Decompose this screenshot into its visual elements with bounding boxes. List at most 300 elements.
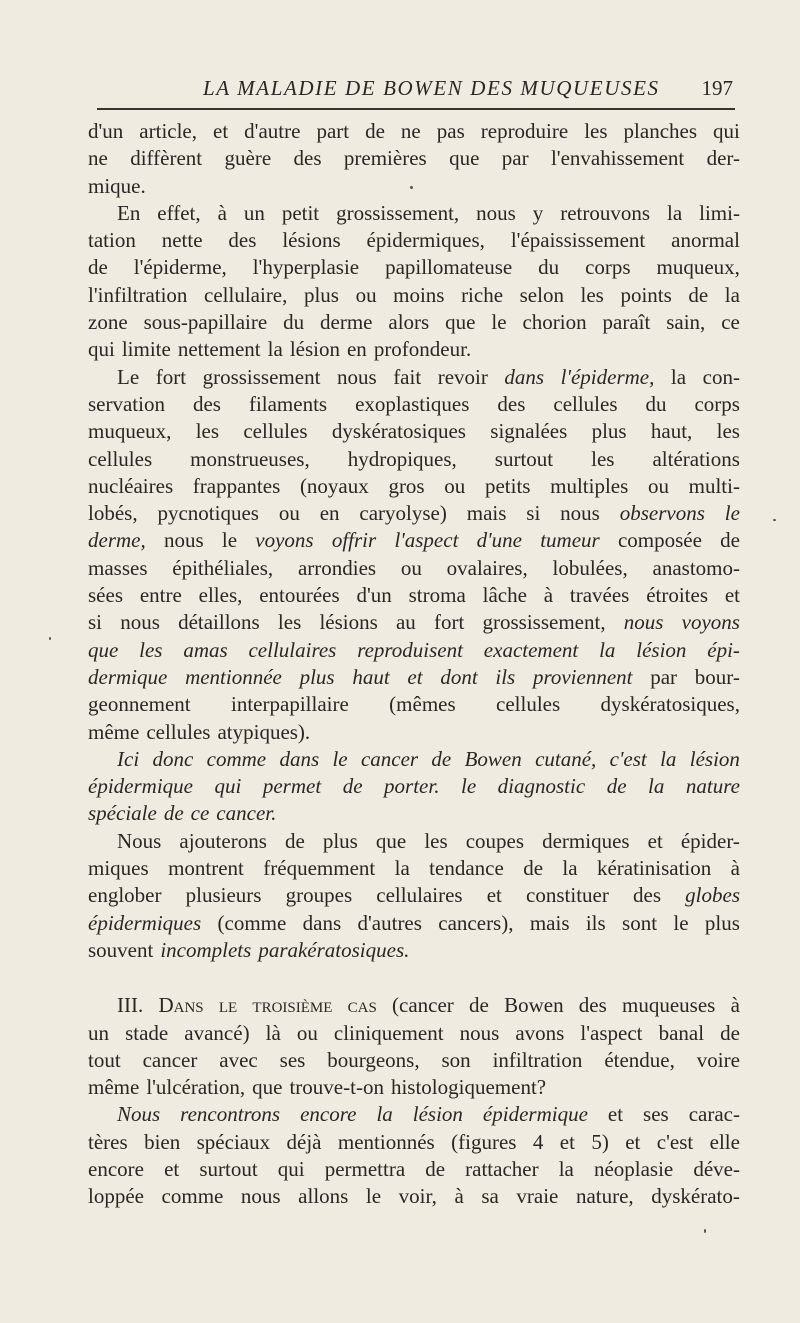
word: grossissement, <box>482 610 606 635</box>
word: caryolyse) <box>359 501 447 526</box>
word: plus <box>591 419 627 444</box>
word: l'épiderme, <box>133 255 227 280</box>
word: la <box>267 337 283 362</box>
word: nous <box>120 610 160 635</box>
word: multiples <box>550 473 629 498</box>
word: montrent <box>168 856 244 881</box>
word: encore <box>300 1102 357 1127</box>
word: la <box>376 1102 393 1127</box>
word: la <box>558 1156 574 1181</box>
word: geonnement <box>88 692 191 717</box>
word: même <box>88 719 140 744</box>
word: son <box>441 1047 471 1072</box>
word: qui <box>214 774 242 799</box>
word: que <box>88 637 119 662</box>
word: de <box>523 856 544 881</box>
word: reproduire <box>480 119 569 143</box>
word: l'envahissement <box>550 146 685 171</box>
word: là <box>265 1020 281 1045</box>
paper-speck <box>49 637 51 640</box>
word: cancer <box>360 746 419 771</box>
word: les <box>584 119 608 143</box>
word: voire <box>696 1047 740 1072</box>
word: que <box>445 310 476 335</box>
word: épidermiques, <box>366 228 485 253</box>
word: Bowen <box>504 993 564 1018</box>
text-line <box>88 1156 740 1183</box>
word: 5) <box>591 1129 609 1154</box>
word: que <box>252 1075 283 1100</box>
text-line <box>88 118 740 145</box>
word: grossissement <box>202 364 321 389</box>
word: spéciale <box>88 801 157 826</box>
word: les <box>195 419 220 444</box>
word: moins <box>393 282 445 307</box>
word: l'hyperplasie <box>252 255 360 280</box>
word: tendance <box>429 856 504 881</box>
word: permet <box>262 774 322 799</box>
word: que <box>449 146 480 171</box>
word: ovalaires, <box>446 555 528 580</box>
word: et <box>559 1129 575 1154</box>
word: carac- <box>688 1102 740 1127</box>
word: entourées <box>259 583 340 608</box>
text-line <box>88 1047 740 1074</box>
word: tumeur <box>540 528 600 553</box>
word: Nous <box>117 1102 161 1127</box>
paper-speck <box>704 1229 706 1233</box>
word: la <box>648 774 665 799</box>
word: d'un <box>356 583 392 608</box>
word: bour- <box>694 664 740 689</box>
word: revoir <box>437 364 488 389</box>
text-line <box>88 582 740 609</box>
word: ils <box>495 664 516 689</box>
word: papillomateuse <box>385 255 513 280</box>
word: cellules <box>553 391 618 416</box>
word: fort <box>155 364 187 389</box>
word: stade <box>125 1020 169 1045</box>
word: nous <box>240 1184 281 1209</box>
word: cancers), <box>438 910 514 935</box>
word: encore <box>88 1156 144 1181</box>
word: troisième <box>252 993 333 1018</box>
word: nous <box>163 528 204 553</box>
text-line <box>88 200 740 227</box>
word: nette <box>161 228 203 253</box>
word: le <box>673 910 689 935</box>
word: riche <box>461 282 504 307</box>
word: exactement <box>483 637 579 662</box>
word: de <box>163 801 184 826</box>
word: mentionnée <box>185 664 282 689</box>
word: gros <box>388 473 425 498</box>
word: ou <box>647 473 669 498</box>
word: en <box>346 337 367 362</box>
word: mais <box>529 910 570 935</box>
word: épi- <box>707 637 740 662</box>
word: cancer. <box>216 801 277 826</box>
word: alors <box>388 310 430 335</box>
word: multi- <box>688 473 740 498</box>
word: arrondies <box>297 555 377 580</box>
text-line <box>88 145 740 172</box>
word: à <box>730 993 740 1018</box>
word: globes <box>685 883 740 908</box>
word: qui <box>277 1156 305 1181</box>
text-line <box>88 800 740 827</box>
word: de <box>720 1020 740 1045</box>
word: lésions <box>319 610 378 635</box>
word: l'aspect <box>394 528 459 553</box>
word: par <box>650 664 678 689</box>
word: déve- <box>693 1156 740 1181</box>
word: de <box>365 119 385 143</box>
word: le <box>221 528 238 553</box>
word: diagnostic <box>497 774 586 799</box>
word: coupes <box>465 828 525 853</box>
word: altérations <box>652 446 740 471</box>
word: petits <box>484 473 531 498</box>
word: con- <box>702 364 740 389</box>
word: points <box>620 282 672 307</box>
word: un <box>88 1020 109 1045</box>
word: sous-papillaire <box>143 310 268 335</box>
word: avec <box>219 1047 258 1072</box>
word: de <box>425 1156 446 1181</box>
word: lésion <box>289 337 340 362</box>
word: Dans <box>158 993 204 1018</box>
word: rattacher <box>465 1156 539 1181</box>
word: amas <box>183 637 228 662</box>
text-line <box>88 882 740 909</box>
word: le <box>461 774 477 799</box>
word: un <box>243 200 265 225</box>
word: d'un <box>88 119 124 143</box>
word: des <box>497 391 526 416</box>
word: englober <box>88 883 162 908</box>
word: rencontrons <box>180 1102 281 1127</box>
word: ce <box>721 310 740 335</box>
word: fort <box>433 610 465 635</box>
word: dermique <box>88 664 168 689</box>
word: corps <box>694 391 740 416</box>
text-line <box>88 609 740 636</box>
word: lésion <box>689 746 740 771</box>
word: et <box>407 664 423 689</box>
word: et <box>647 828 663 853</box>
word: dermiques <box>542 828 630 853</box>
word: diffèrent <box>130 146 203 171</box>
word: les <box>277 610 302 635</box>
word: hydropiques, <box>347 446 457 471</box>
word: ne <box>88 146 108 171</box>
text-line <box>88 691 740 718</box>
word: entre <box>139 583 182 608</box>
word: pycnotiques <box>157 501 259 526</box>
word: des <box>293 146 322 171</box>
text-line <box>88 637 740 664</box>
text-line <box>88 336 740 363</box>
word: avons <box>515 1020 565 1045</box>
text-line <box>88 500 740 527</box>
word: ajouterons <box>179 828 267 853</box>
word: nature <box>685 774 740 799</box>
word: filaments <box>248 391 328 416</box>
word: sées <box>88 583 123 608</box>
word: trouve-t-on <box>289 1075 384 1100</box>
word: limi- <box>699 200 740 225</box>
word: frappantes <box>192 473 281 498</box>
word: étroites <box>646 583 708 608</box>
body-text <box>88 118 740 1211</box>
word: proviennent <box>532 664 633 689</box>
word: avancé) <box>184 1020 250 1045</box>
word: dans <box>504 364 545 389</box>
word: limite <box>121 337 171 362</box>
word: des <box>192 391 221 416</box>
word: haut, <box>650 419 693 444</box>
text-line <box>88 773 740 800</box>
word: même <box>88 1075 140 1100</box>
word: ou <box>444 473 466 498</box>
word: les <box>139 637 163 662</box>
word: la <box>670 364 687 389</box>
word: épider- <box>680 828 740 853</box>
word: l'aspect <box>580 1020 643 1045</box>
word: ou <box>296 1020 318 1045</box>
text-line <box>88 309 740 336</box>
word: de <box>688 282 709 307</box>
word: et <box>607 1102 624 1127</box>
word: comme <box>161 1184 224 1209</box>
text-line <box>88 1129 740 1156</box>
word: déjà <box>286 1129 322 1154</box>
word: reproduisent <box>357 637 463 662</box>
word: la <box>660 746 677 771</box>
word: dyskérato- <box>651 1184 740 1209</box>
word: dyskératosiques, <box>600 692 740 717</box>
word: le <box>491 310 507 335</box>
word: loppée <box>88 1184 144 1209</box>
word: épidermique <box>88 774 193 799</box>
header-rule <box>97 108 735 110</box>
word: muqueux, <box>88 419 172 444</box>
paper-speck <box>773 519 776 521</box>
word: nous <box>459 1020 500 1045</box>
word: mentionnés <box>337 1129 435 1154</box>
word: et <box>486 883 502 908</box>
word: dyskératosiques <box>331 419 466 444</box>
word: voir, <box>398 1184 437 1209</box>
word: stroma <box>408 583 466 608</box>
word: sa <box>481 1184 499 1209</box>
text-line <box>88 364 740 391</box>
word: d'autre <box>244 119 301 143</box>
word: parakératosiques. <box>258 937 410 962</box>
word: ou <box>355 282 377 307</box>
word: nous <box>476 200 516 225</box>
word: l'épiderme, <box>560 364 655 389</box>
word: monstrueuses, <box>190 446 310 471</box>
word: et <box>625 1129 641 1154</box>
word: l'ulcération, <box>146 1075 246 1100</box>
page-number: 197 <box>701 76 733 100</box>
word: que <box>375 828 407 853</box>
word: incomplets <box>160 937 252 962</box>
word: servation <box>88 391 165 416</box>
word: 4 <box>532 1129 544 1154</box>
word: à <box>543 583 554 608</box>
word: (noyaux <box>299 473 369 498</box>
word: si <box>88 610 103 635</box>
word: retrouvons <box>560 200 651 225</box>
word: muqueuses <box>622 993 716 1018</box>
text-line <box>88 555 740 582</box>
word: détaillons <box>178 610 260 635</box>
word: groupes <box>285 883 353 908</box>
text-line <box>88 855 740 882</box>
word: qui <box>713 119 740 143</box>
word: des <box>578 993 607 1018</box>
word: En <box>117 200 141 225</box>
word: der- <box>706 146 740 171</box>
word: nous <box>623 610 664 635</box>
word: plus <box>322 828 358 853</box>
running-title: LA MALADIE DE BOWEN DES MUQUEUSES <box>203 76 660 100</box>
word: spéciaux <box>196 1129 271 1154</box>
word: corps <box>585 255 631 280</box>
word: de <box>606 774 627 799</box>
word: banal <box>658 1020 705 1045</box>
word: lâche <box>482 583 527 608</box>
word: la <box>394 856 410 881</box>
word: anastomo- <box>652 555 740 580</box>
text-line <box>88 828 740 855</box>
word: la <box>667 200 683 225</box>
word: en <box>319 501 340 526</box>
word: exoplastiques <box>355 391 470 416</box>
word: pas <box>436 119 465 143</box>
word: vraie <box>516 1184 559 1209</box>
word: premières <box>343 146 427 171</box>
word: le <box>724 501 740 526</box>
word: ou <box>400 555 422 580</box>
word: ce <box>190 801 210 826</box>
word: la <box>599 637 616 662</box>
word: l'épaississement <box>510 228 646 253</box>
text-line <box>88 1183 740 1210</box>
word: cellulaire, <box>204 282 288 307</box>
text-line <box>88 446 740 473</box>
word: permettra <box>324 1156 406 1181</box>
word: fait <box>393 364 422 389</box>
word: kératinisation <box>596 856 712 881</box>
word: (cancer <box>392 993 454 1018</box>
text-line <box>88 719 740 746</box>
word: des <box>633 883 662 908</box>
word: des <box>228 228 257 253</box>
word: cellulaires <box>376 883 463 908</box>
word: dans <box>302 910 342 935</box>
word: histologiquement? <box>390 1075 547 1100</box>
word: cancer <box>142 1047 198 1072</box>
word: Ici <box>117 746 140 771</box>
text-line <box>88 473 740 500</box>
word: article, <box>139 119 198 143</box>
text-line <box>88 992 740 1019</box>
word: muqueux, <box>656 255 740 280</box>
word: signalées <box>490 419 568 444</box>
word: à <box>730 856 740 881</box>
word: du <box>283 310 305 335</box>
word: plus <box>704 910 740 935</box>
word: masses <box>88 555 148 580</box>
word: le <box>218 993 238 1018</box>
word: lobulées, <box>552 555 628 580</box>
word: et <box>164 1156 180 1181</box>
word: Bowen <box>464 746 522 771</box>
word: sain, <box>666 310 706 335</box>
word: observons <box>619 501 705 526</box>
word: tout <box>88 1047 121 1072</box>
word: et <box>724 583 740 608</box>
word: ses <box>279 1047 306 1072</box>
text-line <box>88 1020 740 1047</box>
word: surtout <box>199 1156 258 1181</box>
word: d'une <box>476 528 522 553</box>
word: grossissement, <box>336 200 460 225</box>
word: sont <box>622 910 658 935</box>
word: étendue, <box>604 1047 675 1072</box>
text-line <box>88 527 740 554</box>
word: les <box>580 282 604 307</box>
word: cutané, <box>535 746 597 771</box>
paper-speck <box>410 186 413 189</box>
word: du <box>538 255 560 280</box>
word: III. <box>117 993 144 1018</box>
word: fréquemment <box>263 856 376 881</box>
word: effet, <box>157 200 201 225</box>
word: Le <box>117 364 140 389</box>
word: derme <box>320 310 373 335</box>
word: à <box>217 200 227 225</box>
text-line <box>88 282 740 309</box>
word: (mêmes <box>389 692 456 717</box>
word: ils <box>585 910 606 935</box>
word: de <box>720 528 740 553</box>
word: cellulaires <box>248 637 337 662</box>
word: guère <box>224 146 272 171</box>
word: plus <box>303 282 339 307</box>
word: selon <box>519 282 564 307</box>
word: allons <box>298 1184 349 1209</box>
text-line <box>88 254 740 281</box>
word: la <box>724 282 740 307</box>
text-line <box>88 910 740 937</box>
word: atypiques). <box>217 719 311 744</box>
word: cellules <box>496 692 561 717</box>
word: les <box>716 419 740 444</box>
word: elle <box>709 1129 740 1154</box>
text-line <box>88 1101 740 1128</box>
word: cellules <box>146 719 211 744</box>
word: lobés, <box>88 501 138 526</box>
word: cellules <box>243 419 308 444</box>
word: c'est <box>656 1129 694 1154</box>
word: par <box>501 146 529 171</box>
word: de <box>431 746 452 771</box>
